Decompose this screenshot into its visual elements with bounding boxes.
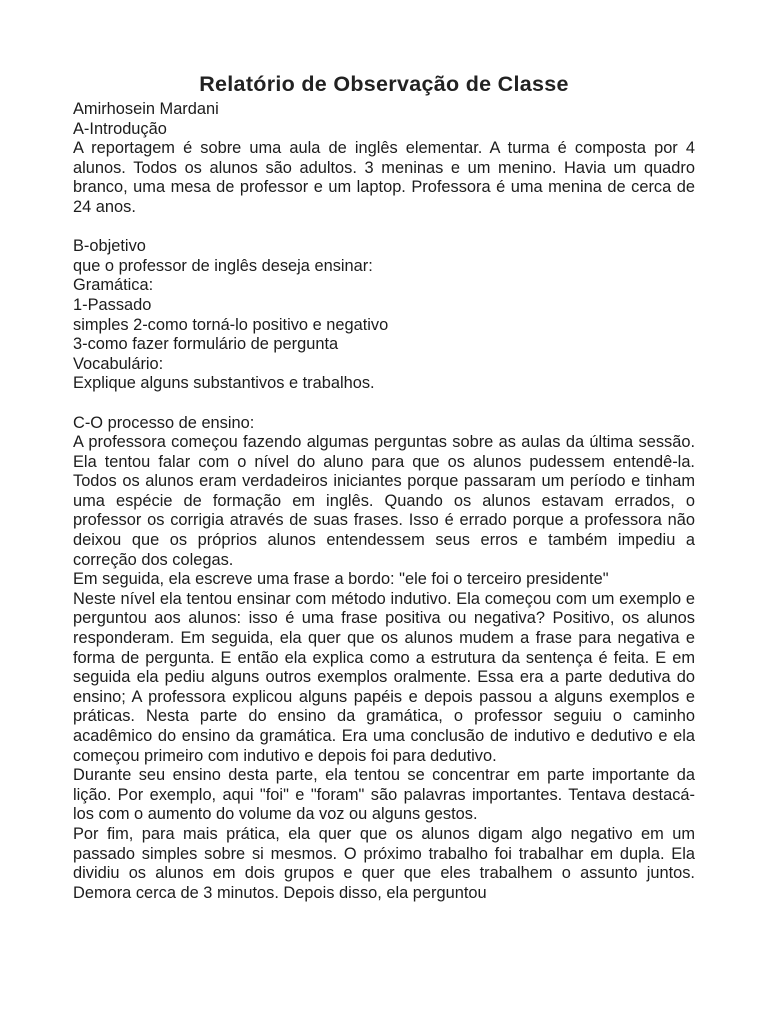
section-c-paragraph: Por fim, para mais prática, ela quer que os alunos digam algo negativo em um passado simples sobre si mesmos. O próximo trabalho foi trabalhar em dupla. Ela dividiu os alunos em dois grupos e quer que eles trabalhem o assunto juntos. Demora cerca de 3 minutos. Depois disso, ela perguntou: [73, 824, 695, 902]
section-b-line: Vocabulário:: [73, 354, 164, 373]
section-c-heading: C-O processo de ensino:: [73, 413, 255, 432]
author-name: Amirhosein Mardani: [73, 100, 219, 118]
section-b-line: 1-Passado: [73, 295, 152, 314]
spacer: [73, 218, 695, 238]
section-c-paragraph: A professora começou fazendo algumas perguntas sobre as aulas da última sessão. Ela tentou falar com o nível do aluno para que os alunos pudessem entendê-la. Todos os alunos eram verdadeiros iniciantes porque passaram um período e tinham uma espécie de formação em inglês. Quando os alunos estavam errados, o professor os corrigia através de suas frases. Isso é errado porque a professora não deixou que os próprios alunos entendessem seus erros e também impediu a correção dos colegas.: [73, 433, 695, 569]
section-b-line: simples 2-como torná-lo positivo e negativo: [73, 315, 389, 334]
section-a-heading: A-Introdução: [73, 119, 167, 138]
section-c-paragraph: Durante seu ensino desta parte, ela tentou se concentrar em parte importante da lição. Por exemplo, aqui "foi" e "foram" são palavras importantes. Tentava destacá-los com o aumento do volume da voz ou alguns gestos.: [73, 766, 695, 824]
section-c-paragraph: Neste nível ela tentou ensinar com método indutivo. Ela começou com um exemplo e perguntou aos alunos: isso é uma frase positiva ou negativa? Positivo, os alunos responderam. Em seguida, ela quer que os alunos mudem a frase para negativa e forma de pergunta. E então ela explica como a estrutura da sentença é feita. E em seguida ela pediu alguns outros exemplos oralmente. Essa era a parte dedutiva do ensino; A professora explicou alguns papéis e depois passou a alguns exemplos e práticas. Nesta parte do ensino da gramática, o professor seguiu o caminho acadêmico do ensino da gramática. Era uma conclusão de indutivo e dedutivo e ela começou primeiro com indutivo e depois foi para dedutivo.: [73, 589, 695, 765]
document-title: Relatório de Observação de Classe: [199, 72, 569, 96]
section-b-line: Explique alguns substantivos e trabalhos.: [73, 374, 375, 393]
section-b-heading: B-objetivo: [73, 237, 146, 256]
section-c-paragraph: Em seguida, ela escreve uma frase a bordo: "ele foi o terceiro presidente": [73, 570, 609, 589]
section-b-line: que o professor de inglês deseja ensinar:: [73, 256, 373, 275]
section-a-text: A reportagem é sobre uma aula de inglês elementar. A turma é composta por 4 alunos. Todos os alunos são adultos. 3 meninas e um menino. Havia um quadro branco, uma mesa de professor e um laptop. Professora é uma menina de cerca de 24 anos.: [73, 139, 695, 216]
section-b-line: Gramática:: [73, 276, 154, 295]
section-b-line: 3-como fazer formulário de pergunta: [73, 335, 339, 354]
spacer: [73, 394, 695, 414]
